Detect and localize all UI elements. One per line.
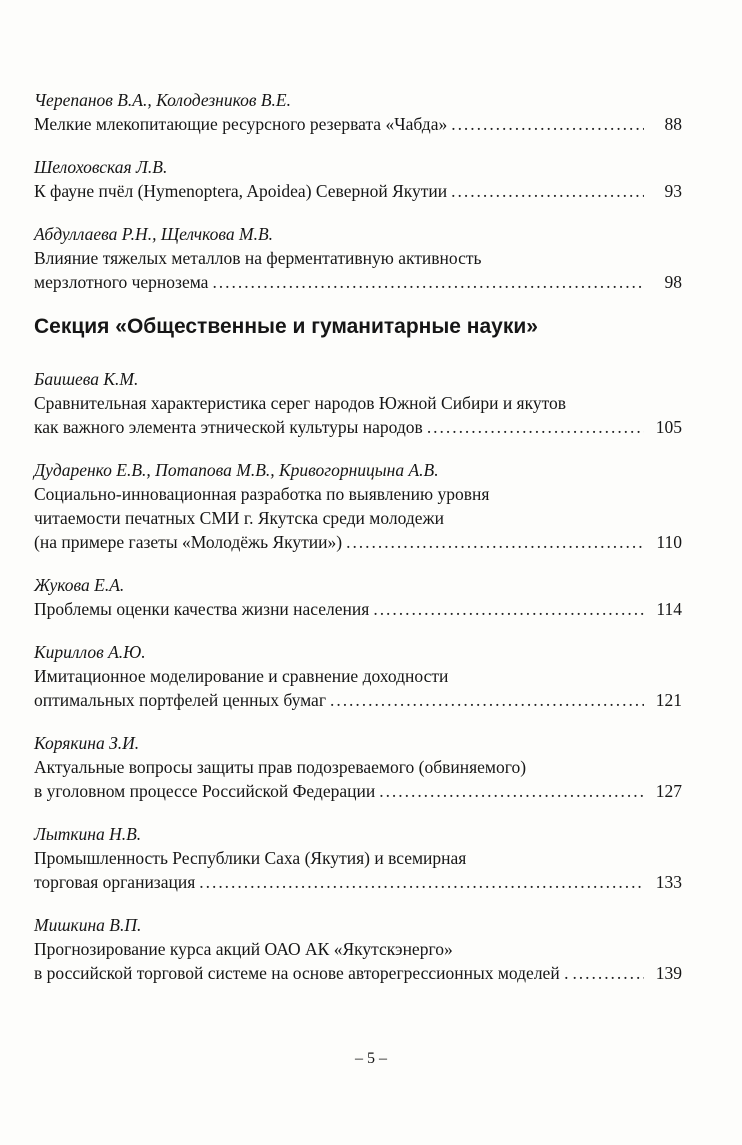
toc-entry bbox=[34, 88, 682, 136]
entry-title-text: Имитационное моделирование и сравнение доходности bbox=[34, 666, 449, 686]
toc-entry bbox=[34, 822, 682, 894]
toc-entry bbox=[34, 913, 682, 985]
entry-title-text: торговая организация bbox=[34, 872, 196, 892]
entry-title-line bbox=[34, 112, 682, 136]
entry-authors: Мишкина В.П. bbox=[34, 915, 142, 935]
entry-title-text: читаемости печатных СМИ г. Якутска среди молодежи bbox=[34, 508, 444, 528]
entry-title-line bbox=[34, 688, 682, 712]
dot-leader bbox=[330, 688, 644, 712]
dot-leader bbox=[212, 270, 644, 294]
entry-title-line bbox=[34, 246, 682, 270]
entry-title-line bbox=[34, 482, 682, 506]
toc-entry bbox=[34, 222, 682, 294]
entry-title-line bbox=[34, 179, 682, 203]
entry-page-number: 88 bbox=[664, 114, 682, 134]
entry-title-text: К фауне пчёл (Hymenoptera, Apoidea) Северной Якутии bbox=[34, 181, 448, 201]
entry-title-line bbox=[34, 755, 682, 779]
entry-title-line bbox=[34, 597, 682, 621]
dot-leader bbox=[451, 112, 644, 136]
section-title: Секция «Общественные и гуманитарные науки» bbox=[34, 315, 538, 338]
entry-title-line bbox=[34, 779, 682, 803]
entry-page-number: 127 bbox=[655, 781, 682, 801]
entry-authors: Дударенко Е.В., Потапова М.В., Кривогорницына А.В. bbox=[34, 460, 439, 480]
entry-page-number: 133 bbox=[655, 872, 682, 892]
entry-authors: Кириллов А.Ю. bbox=[34, 642, 146, 662]
entry-title-line bbox=[34, 530, 682, 554]
entry-title-line bbox=[34, 870, 682, 894]
entry-title-text: в уголовном процессе Российской Федерации bbox=[34, 781, 376, 801]
entry-page-number: 105 bbox=[655, 417, 682, 437]
entry-title-text: Социально-инновационная разработка по выявлению уровня bbox=[34, 484, 490, 504]
toc-entry bbox=[34, 458, 682, 554]
entry-title-text: оптимальных портфелей ценных бумаг bbox=[34, 690, 326, 710]
entry-page-number: 121 bbox=[655, 690, 682, 710]
entry-title-line bbox=[34, 270, 682, 294]
entry-title-text: Прогнозирование курса акций ОАО АК «Якутскэнерго» bbox=[34, 939, 453, 959]
table-of-contents bbox=[34, 88, 682, 1004]
entry-title-line bbox=[34, 506, 682, 530]
entry-title-text: Сравнительная характеристика серег народов Южной Сибири и якутов bbox=[34, 393, 567, 413]
dot-leader bbox=[379, 779, 644, 803]
entry-page-number: 110 bbox=[656, 532, 682, 552]
entry-list-top bbox=[34, 88, 682, 294]
toc-entry bbox=[34, 573, 682, 621]
entry-title-line bbox=[34, 415, 682, 439]
entry-title-text: (на примере газеты «Молодёжь Якутии») bbox=[34, 532, 343, 552]
dot-leader bbox=[346, 530, 644, 554]
entry-authors: Шелоховская Л.В. bbox=[34, 157, 168, 177]
dot-leader bbox=[451, 179, 644, 203]
page-number: – 5 – bbox=[355, 1050, 387, 1067]
dot-leader bbox=[427, 415, 644, 439]
entry-page-number: 139 bbox=[655, 963, 682, 983]
dot-leader bbox=[572, 961, 644, 985]
entry-title-text: Промышленность Республики Саха (Якутия) и всемирная bbox=[34, 848, 467, 868]
entry-page-number: 114 bbox=[656, 599, 682, 619]
toc-entry bbox=[34, 367, 682, 439]
toc-entry bbox=[34, 155, 682, 203]
toc-entry bbox=[34, 731, 682, 803]
entry-authors: Черепанов В.А., Колодезников В.Е. bbox=[34, 90, 291, 110]
toc-entry bbox=[34, 640, 682, 712]
entry-authors: Лыткина Н.В. bbox=[34, 824, 142, 844]
entry-title-text: как важного элемента этнической культуры народов bbox=[34, 417, 423, 437]
entry-title-line bbox=[34, 961, 682, 985]
entry-list-bottom bbox=[34, 367, 682, 985]
dot-leader bbox=[373, 597, 644, 621]
entry-page-number: 93 bbox=[664, 181, 682, 201]
entry-authors: Баишева К.М. bbox=[34, 369, 139, 389]
entry-title-text: мерзлотного чернозема bbox=[34, 272, 209, 292]
entry-authors: Абдуллаева Р.Н., Щелчкова М.В. bbox=[34, 224, 274, 244]
dot-leader bbox=[199, 870, 644, 894]
entry-title-line bbox=[34, 664, 682, 688]
entry-title-line bbox=[34, 391, 682, 415]
entry-title-text: Мелкие млекопитающие ресурсного резервата «Чабда» bbox=[34, 114, 448, 134]
entry-title-text: в российской торговой системе на основе авторегрессионных моделей . bbox=[34, 963, 569, 983]
entry-page-number: 98 bbox=[664, 272, 682, 292]
entry-title-text: Актуальные вопросы защиты прав подозреваемого (обвиняемого) bbox=[34, 757, 527, 777]
entry-authors: Жукова Е.А. bbox=[34, 575, 125, 595]
entry-title-line bbox=[34, 846, 682, 870]
entry-title-text: Влияние тяжелых металлов на ферментативную активность bbox=[34, 248, 482, 268]
entry-authors: Корякина З.И. bbox=[34, 733, 140, 753]
entry-title-line bbox=[34, 937, 682, 961]
entry-title-text: Проблемы оценки качества жизни населения bbox=[34, 599, 370, 619]
